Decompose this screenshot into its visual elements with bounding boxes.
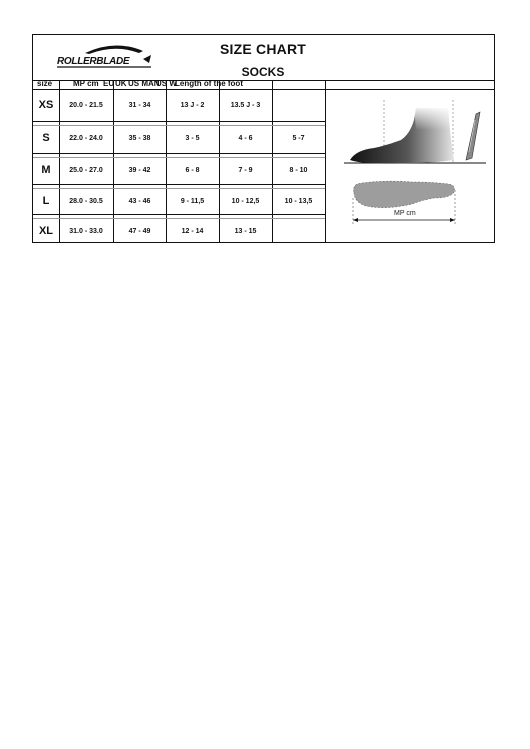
size-cell: XL: [38, 225, 54, 237]
eu-cell: 47 - 49: [128, 227, 151, 235]
size-cell: S: [42, 132, 50, 144]
uk-cell: 6 - 8: [185, 166, 200, 174]
mp-cell: 28.0 - 30.5: [69, 197, 103, 205]
size-cell: M: [41, 164, 51, 176]
us-man-cell: 13.5 J - 3: [230, 101, 261, 109]
row-divider: [33, 121, 325, 122]
size-row-l: [33, 186, 325, 216]
mp-cell: 31.0 - 33.0: [69, 227, 103, 235]
page-title: SIZE CHART: [220, 41, 306, 57]
us-w-cell: [272, 216, 325, 246]
rollerblade-logo: [55, 43, 160, 71]
uk-cell: 12 - 14: [181, 227, 204, 235]
measure-label: MP cm: [394, 210, 416, 217]
col-size: size: [37, 79, 53, 88]
page-subtitle: SOCKS: [241, 65, 285, 79]
chart-header: [33, 35, 494, 81]
us-man-cell: 4 - 6: [238, 134, 253, 142]
uk-cell: 13 J - 2: [180, 101, 205, 109]
row-divider: [33, 214, 325, 215]
col-us-man: US MAN: [128, 79, 160, 88]
size-row-xl: [33, 216, 325, 246]
size-chart: [32, 34, 495, 243]
uk-cell: 3 - 5: [185, 134, 200, 142]
eu-cell: 35 - 38: [128, 134, 151, 142]
col-mp: MP cm: [73, 79, 99, 88]
us-man-cell: 7 - 9: [238, 166, 253, 174]
eu-cell: 43 - 46: [128, 197, 151, 205]
row-divider: [33, 184, 325, 185]
col-us-w: US W: [156, 79, 177, 88]
us-w-cell: [272, 90, 325, 120]
foot-illustration: [326, 90, 494, 241]
mp-cell: 25.0 - 27.0: [69, 166, 103, 174]
us-w-cell: 8 - 10: [289, 166, 308, 174]
size-row-xs: [33, 90, 325, 120]
size-row-m: [33, 155, 325, 185]
svg-text:ROLLERBLADE: ROLLERBLADE: [57, 56, 130, 67]
us-man-cell: 10 - 12,5: [231, 197, 260, 205]
size-cell: XS: [38, 99, 54, 111]
col-eu: EU: [103, 79, 115, 88]
size-cell: L: [42, 195, 50, 207]
column-header-row: [33, 80, 494, 90]
us-w-cell: 10 - 13,5: [284, 197, 313, 205]
eu-cell: 31 - 34: [128, 101, 151, 109]
row-divider: [33, 153, 325, 154]
mp-cell: 22.0 - 24.0: [69, 134, 103, 142]
col-length: Length of the foot: [175, 79, 243, 88]
size-row-s: [33, 123, 325, 153]
mp-cell: 20.0 - 21.5: [69, 101, 103, 109]
uk-cell: 9 - 11,5: [180, 197, 205, 205]
col-uk: UK: [115, 79, 127, 88]
eu-cell: 39 - 42: [128, 166, 151, 174]
us-w-cell: 5 -7: [292, 134, 305, 142]
us-man-cell: 13 - 15: [234, 227, 257, 235]
